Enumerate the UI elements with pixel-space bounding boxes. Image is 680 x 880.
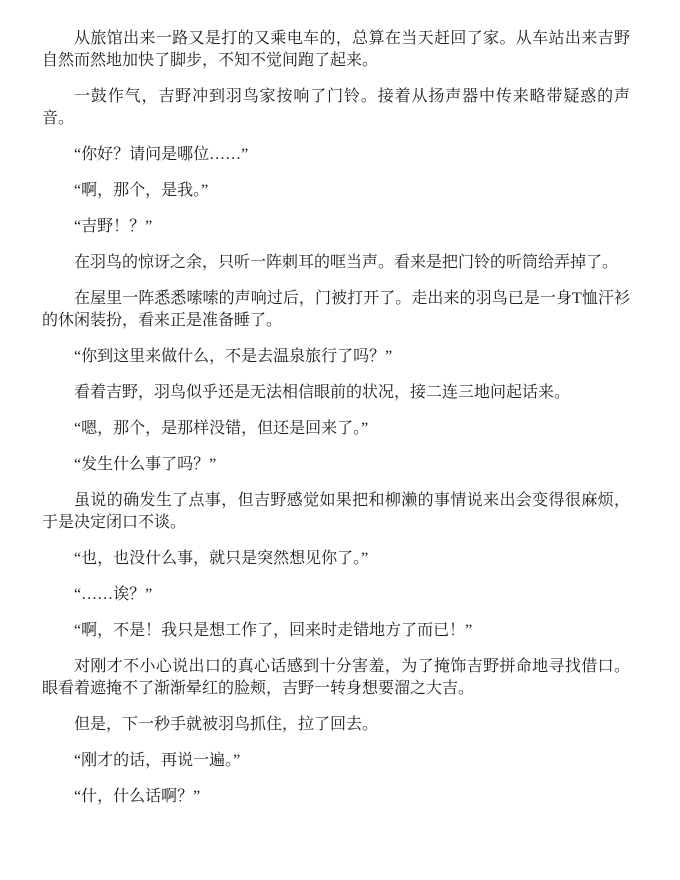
paragraph-dialogue: “刚才的话，再说一遍。” (74, 752, 241, 769)
paragraph-dialogue: “也，也没什么事，就只是突然想见你了。” (74, 550, 369, 567)
paragraph-narration: 但是，下一秒手就被羽鸟抓住，拉了回去。 (74, 716, 379, 733)
paragraph-narration: 在屋里一阵悉悉嗦嗦的声响过后，门被打开了。走出来的羽鸟已是一身T恤汗衫的休闲装扮，看来正是准备睡了。 (42, 290, 630, 329)
paragraph-dialogue: “你好？请问是哪位……” (74, 146, 249, 163)
paragraph-narration: 对刚才不小心说出口的真心话感到十分害羞，为了掩饰吉野拼命地寻找借口。眼看着遮掩不了渐渐晕红的脸颊，吉野一转身想要溜之大吉。 (42, 658, 630, 697)
text-body (42, 28, 630, 808)
paragraph-narration: 看着吉野，羽鸟似乎还是无法相信眼前的状况，接二连三地问起话来。 (74, 384, 571, 401)
paragraph-dialogue: “啊，那个，是我。” (74, 182, 209, 199)
paragraph-dialogue: “啊，不是！我只是想工作了，回来时走错地方了而已！” (74, 622, 473, 639)
paragraph-narration: 从旅馆出来一路又是打的又乘电车的，总算在当天赶回了家。从车站出来吉野自然而然地加快了脚步，不知不觉间跑了起来。 (42, 30, 630, 69)
paragraph-dialogue: “嗯，那个，是那样没错，但还是回来了。” (74, 420, 369, 437)
paragraph-dialogue: “什，什么话啊？” (74, 788, 201, 805)
paragraph-dialogue: “吉野！？” (74, 218, 153, 235)
paragraph-dialogue: “……诶？” (74, 586, 153, 603)
paragraph-dialogue: “你到这里来做什么，不是去温泉旅行了吗？” (74, 348, 393, 365)
paragraph-narration: 虽说的确发生了点事，但吉野感觉如果把和柳濑的事情说来出会变得很麻烦，于是决定闭口不谈。 (42, 492, 630, 531)
paragraph-narration: 一鼓作气，吉野冲到羽鸟家按响了门铃。接着从扬声器中传来略带疑惑的声音。 (42, 88, 630, 127)
paragraph-narration: 在羽鸟的惊讶之余，只听一阵刺耳的哐当声。看来是把门铃的听筒给弄掉了。 (74, 254, 619, 271)
paragraph-dialogue: “发生什么事了吗？” (74, 456, 217, 473)
